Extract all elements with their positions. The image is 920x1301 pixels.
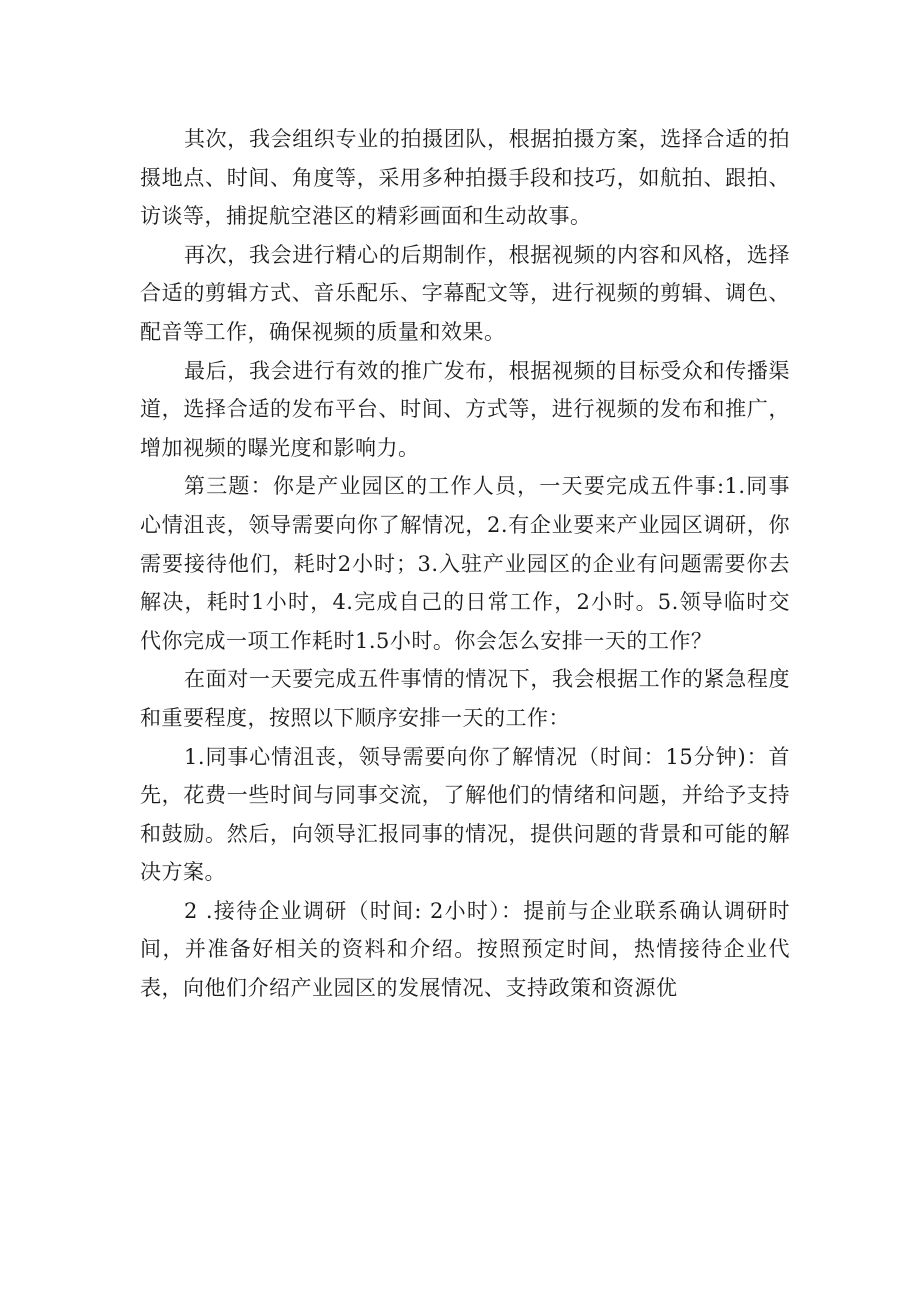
paragraph-item-one: 1.同事心情沮丧，领导需要向你了解情况（时间：15分钟)：首先，花费一些时间与同事交流，了解他们的情绪和问题，并给予支持和鼓励。然后，向领导汇报同事的情况，提供问题的背景和可能的解决方案。 [140,744,790,885]
paragraph-filming: 其次，我会组织专业的拍摄团队，根据拍摄方案，选择合适的拍摄地点、时间、角度等，采用多种拍摄手段和技巧，如航拍、跟拍、访谈等，捕捉航空港区的精彩画面和生动故事。 [140,127,790,229]
paragraph-question-three: 第三题：你是产业园区的工作人员，一天要完成五件事:1.同事心情沮丧，领导需要向你了解情况，2.有企业要来产业园区调研，你需要接待他们，耗时2小时；3.入驻产业园区的企业有问题需要你去解决，耗时1小时，4.完成自己的日常工作，2小时。5.领导临时交代你完成一项工作耗时1.5小时。你会怎么安排一天的工作？ [140,474,790,653]
paragraph-post-production: 再次，我会进行精心的后期制作，根据视频的内容和风格，选择合适的剪辑方式、音乐配乐、字幕配文等，进行视频的剪辑、调色、配音等工作，确保视频的质量和效果。 [140,242,790,344]
document-body [140,120,790,1008]
paragraph-promotion: 最后，我会进行有效的推广发布，根据视频的目标受众和传播渠道，选择合适的发布平台、时间、方式等，进行视频的发布和推广，增加视频的曝光度和影响力。 [140,358,790,460]
paragraph-item-two: 2 .接待企业调研（时间: 2小时）：提前与企业联系确认调研时间，并准备好相关的资料和介绍。按照预定时间，热情接待企业代表，向他们介绍产业园区的发展情况、支持政策和资源优 [140,898,790,1001]
paragraph-answer-intro: 在面对一天要完成五件事情的情况下，我会根据工作的紧急程度和重要程度，按照以下顺序安排一天的工作： [140,667,790,730]
